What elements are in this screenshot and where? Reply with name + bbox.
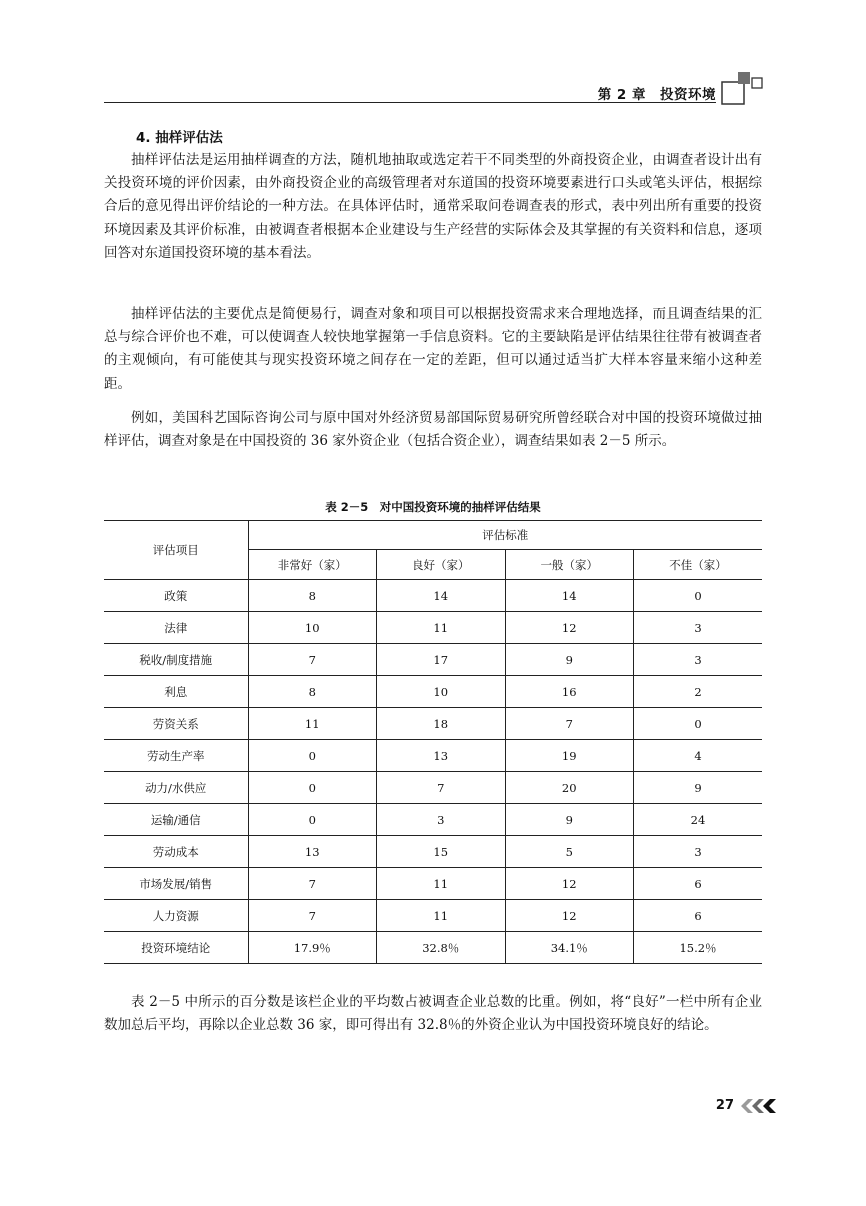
nested-squares-icon: [720, 70, 768, 106]
table-cell: 13: [248, 836, 377, 868]
table-cell: 9: [505, 804, 634, 836]
table-body: [104, 580, 762, 964]
table-cell: 14: [377, 580, 506, 612]
table-cell: 17: [377, 644, 506, 676]
row-label: 劳资关系: [104, 708, 248, 740]
table-cell: 0: [634, 580, 763, 612]
table-cell: 0: [248, 804, 377, 836]
paragraph-3: 例如，美国科艺国际咨询公司与原中国对外经济贸易部国际贸易研究所曾经联合对中国的投资环境做过抽样评估，调查对象是在中国投资的 36 家外资企业（包括合资企业），调查结果如表 2－5 所示。: [104, 410, 762, 450]
table-cell: 7: [248, 644, 377, 676]
row-header: 评估项目: [104, 521, 248, 580]
table-row: [104, 676, 762, 708]
table-cell: 9: [505, 644, 634, 676]
table-cell: 4: [634, 740, 763, 772]
table-cell: 11: [377, 612, 506, 644]
table-cell: 3: [634, 644, 763, 676]
row-label: 政策: [104, 580, 248, 612]
table-cell: 7: [248, 900, 377, 932]
table-cell: 10: [248, 612, 377, 644]
table-cell: 12: [505, 612, 634, 644]
table-row: [104, 772, 762, 804]
paragraph-4: 表 2－5 中所示的百分数是该栏企业的平均数占被调查企业总数的比重。例如，将“良好”一栏中所有企业数加总后平均，再除以企业总数 36 家，即可得出有 32.8％的外资企业认为中国投资环境良好的结论。: [104, 994, 762, 1034]
table-cell: 3: [634, 836, 763, 868]
table-cell: 0: [634, 708, 763, 740]
column-header: 非常好（家）: [248, 550, 377, 580]
chevrons-left-icon: [740, 1099, 784, 1113]
column-header: 良好（家）: [377, 550, 506, 580]
table-row: [104, 836, 762, 868]
table-row: [104, 868, 762, 900]
row-label: 税收/制度措施: [104, 644, 248, 676]
row-label: 运输/通信: [104, 804, 248, 836]
table-cell: 18: [377, 708, 506, 740]
table-cell: 2: [634, 676, 763, 708]
table-cell: 34.1％: [505, 932, 634, 964]
row-label: 法律: [104, 612, 248, 644]
table-row: [104, 804, 762, 836]
table-cell: 15.2％: [634, 932, 763, 964]
row-label: 动力/水供应: [104, 772, 248, 804]
table-cell: 11: [377, 868, 506, 900]
group-header: 评估标准: [248, 521, 762, 550]
row-label: 投资环境结论: [104, 932, 248, 964]
table-cell: 11: [377, 900, 506, 932]
table-row: [104, 900, 762, 932]
table-cell: 6: [634, 868, 763, 900]
table-cell: 24: [634, 804, 763, 836]
chapter-header: 第 2 章 投资环境: [597, 87, 716, 103]
table-cell: 17.9％: [248, 932, 377, 964]
table-row: [104, 932, 762, 964]
header-rule: [104, 102, 716, 103]
row-label: 劳动成本: [104, 836, 248, 868]
table-cell: 7: [248, 868, 377, 900]
row-label: 劳动生产率: [104, 740, 248, 772]
table-cell: 13: [377, 740, 506, 772]
table-cell: 9: [634, 772, 763, 804]
table-cell: 12: [505, 868, 634, 900]
paragraph-1: 抽样评估法是运用抽样调查的方法，随机地抽取或选定若干不同类型的外商投资企业，由调查者设计出有关投资环境的评价因素，由外商投资企业的高级管理者对东道国的投资环境要素进行口头或笔头评估，根据综合后的意见得出评价结论的一种方法。在具体评估时，通常采取问卷调查表的形式，表中列出所有重要的投资环境因素及其评价标准，由被调查者根据本企业建设与生产经营的实际体会及其掌握的有关资料和信息，逐项回答对东道国投资环境的基本看法。: [104, 152, 762, 261]
table-cell: 3: [377, 804, 506, 836]
table-cell: 16: [505, 676, 634, 708]
section-title: 4. 抽样评估法: [136, 130, 223, 146]
table-cell: 11: [248, 708, 377, 740]
table-cell: 7: [377, 772, 506, 804]
table-cell: 0: [248, 772, 377, 804]
table-cell: 19: [505, 740, 634, 772]
row-label: 人力资源: [104, 900, 248, 932]
table-cell: 12: [505, 900, 634, 932]
table-cell: 5: [505, 836, 634, 868]
table-cell: 15: [377, 836, 506, 868]
table-cell: 20: [505, 772, 634, 804]
table-cell: 7: [505, 708, 634, 740]
table-cell: 8: [248, 580, 377, 612]
table-caption: 表 2－5 对中国投资环境的抽样评估结果: [325, 500, 541, 514]
paragraph-2: 抽样评估法的主要优点是简便易行，调查对象和项目可以根据投资需求来合理地选择，而且调查结果的汇总与综合评价也不难，可以使调查人较快地掌握第一手信息资料。它的主要缺陷是评估结果往往带有被调查者的主观倾向，有可能使其与现实投资环境之间存在一定的差距，但可以通过适当扩大样本容量来缩小这种差距。: [104, 306, 762, 392]
page-number: 27: [715, 1098, 734, 1113]
table-row: [104, 612, 762, 644]
table-cell: 0: [248, 740, 377, 772]
table-row: [104, 580, 762, 612]
row-label: 利息: [104, 676, 248, 708]
table-cell: 10: [377, 676, 506, 708]
row-label: 市场发展/销售: [104, 868, 248, 900]
table-cell: 14: [505, 580, 634, 612]
column-header: 不佳（家）: [634, 550, 763, 580]
table-cell: 6: [634, 900, 763, 932]
table-cell: 8: [248, 676, 377, 708]
table-row: [104, 644, 762, 676]
table-cell: 3: [634, 612, 763, 644]
table-row: [104, 708, 762, 740]
evaluation-table: [104, 520, 762, 964]
table-cell: 32.8％: [377, 932, 506, 964]
column-header: 一般（家）: [505, 550, 634, 580]
table-row: [104, 740, 762, 772]
